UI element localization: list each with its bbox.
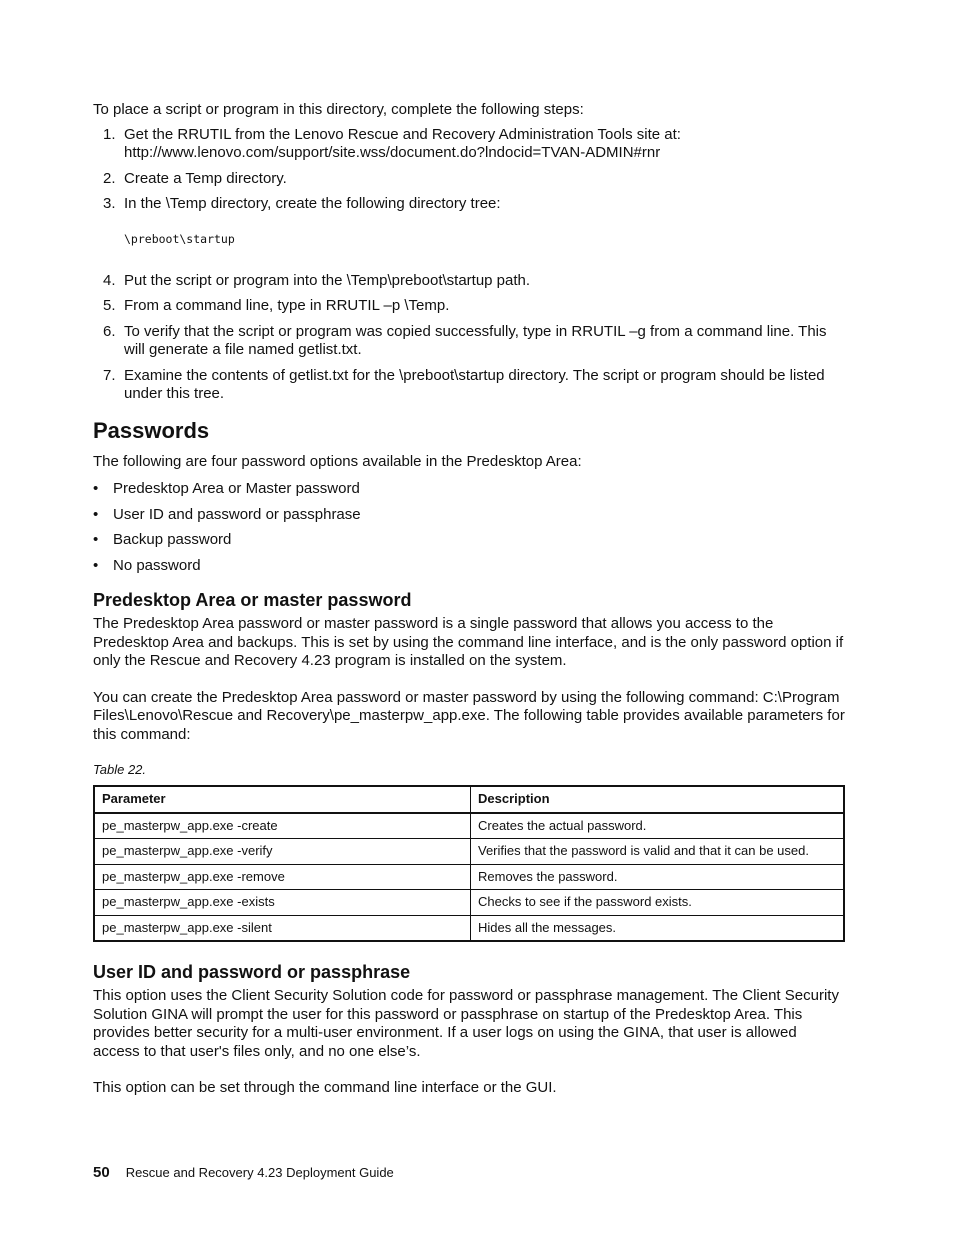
parameters-table	[93, 785, 845, 942]
table-row	[94, 864, 844, 890]
steps-list-a	[93, 126, 846, 214]
step-item	[93, 297, 846, 316]
list-item	[93, 506, 846, 525]
step-text: In the \Temp directory, create the following directory tree:	[124, 195, 501, 212]
table-cell: pe_masterpw_app.exe -silent	[94, 915, 471, 941]
intro-text: To place a script or program in this directory, complete the following steps:	[93, 101, 584, 118]
table-row	[94, 915, 844, 941]
step-text: From a command line, type in RRUTIL –p \Temp.	[124, 297, 450, 314]
bullet-icon: •	[93, 480, 99, 497]
page-footer	[93, 1163, 394, 1183]
list-item-text: User ID and password or passphrase	[113, 505, 361, 523]
table-cell: pe_masterpw_app.exe -create	[94, 813, 471, 839]
passwords-intro: The following are four password options available in the Predesktop Area:	[93, 452, 582, 470]
footer-title: Rescue and Recovery 4.23 Deployment Guide	[125, 1165, 394, 1180]
table-row	[94, 839, 844, 865]
step-number: 4.	[103, 271, 116, 289]
step-item	[93, 323, 846, 360]
step-number: 5.	[103, 297, 116, 314]
table-cell: Creates the actual password.	[471, 813, 845, 839]
document-page	[93, 101, 846, 1098]
passwords-heading: Passwords	[93, 417, 210, 443]
table-header-row	[94, 786, 844, 813]
step-item	[93, 367, 846, 404]
list-item	[93, 557, 846, 576]
table-cell: pe_masterpw_app.exe -verify	[94, 839, 471, 865]
table-caption: Table 22.	[93, 762, 147, 777]
password-options-list	[93, 480, 846, 575]
list-item	[93, 480, 846, 499]
table-cell: Checks to see if the password exists.	[471, 890, 845, 916]
list-item-text: Predesktop Area or Master password	[113, 480, 360, 497]
step-text: Put the script or program into the \Temp\preboot\startup path.	[124, 271, 531, 289]
step-number: 6.	[103, 322, 116, 340]
step-number: 1.	[103, 125, 116, 143]
master-para-1: The Predesktop Area password or master password is a single password that allows you access to the Predesktop Area and backups. This is set by using the command line interface, and is the only password option if only the Rescue and Recovery 4.23 program is installed on the system.	[93, 615, 844, 669]
bullet-icon: •	[93, 531, 99, 548]
column-header: Parameter	[94, 786, 471, 813]
column-header: Description	[471, 786, 845, 813]
table-cell: Removes the password.	[471, 864, 845, 890]
table-row	[94, 813, 844, 839]
list-item-text: No password	[113, 556, 201, 574]
userid-para-1: This option uses the Client Security Solution code for password or passphrase management. The Client Security Solution GINA will prompt the user for this password or passphrase on startup of the Predesktop Area. This provides better security for a multi-user environment. If a user logs on using the GINA, that user is allowed access to that user's files only, and no one else’s.	[93, 987, 839, 1060]
table-cell: pe_masterpw_app.exe -exists	[94, 890, 471, 916]
bullet-icon: •	[93, 505, 99, 523]
table-cell: pe_masterpw_app.exe -remove	[94, 864, 471, 890]
step-text: Get the RRUTIL from the Lenovo Rescue and Recovery Administration Tools site at: http://www.lenovo.com/support/site.wss/document.do?lndocid=TVAN-ADMIN#rnr	[124, 125, 681, 161]
list-item-text: Backup password	[113, 531, 232, 548]
step-text: To verify that the script or program was copied successfully, type in RRUTIL –g from a command line. This will generate a file named getlist.txt.	[124, 322, 827, 358]
step-item	[93, 126, 846, 163]
bullet-icon: •	[93, 556, 99, 574]
list-item	[93, 531, 846, 550]
step-item	[93, 272, 846, 291]
step-number: 7.	[103, 366, 116, 384]
table-row	[94, 890, 844, 916]
page-number: 50	[93, 1164, 110, 1181]
userid-heading: User ID and password or passphrase	[93, 962, 411, 982]
steps-list-b	[93, 272, 846, 404]
step-text: Examine the contents of getlist.txt for the \preboot\startup directory. The script or program should be listed under this tree.	[124, 366, 825, 402]
master-password-heading: Predesktop Area or master password	[93, 590, 412, 610]
step-item	[93, 195, 846, 214]
table-cell: Verifies that the password is valid and that it can be used.	[471, 839, 845, 865]
userid-para-2: This option can be set through the command line interface or the GUI.	[93, 1079, 557, 1096]
master-para-2: You can create the Predesktop Area password or master password by using the following command: C:\Program Files\Lenovo\Rescue and Recovery\pe_masterpw_app.exe. The following table provides available parameters for this command:	[93, 688, 845, 743]
step-number: 3.	[103, 195, 116, 212]
step-number: 2.	[103, 169, 116, 187]
step-text: Create a Temp directory.	[124, 169, 287, 187]
step-item	[93, 170, 846, 189]
table-cell: Hides all the messages.	[471, 915, 845, 941]
code-snippet: \preboot\startup	[124, 231, 235, 246]
